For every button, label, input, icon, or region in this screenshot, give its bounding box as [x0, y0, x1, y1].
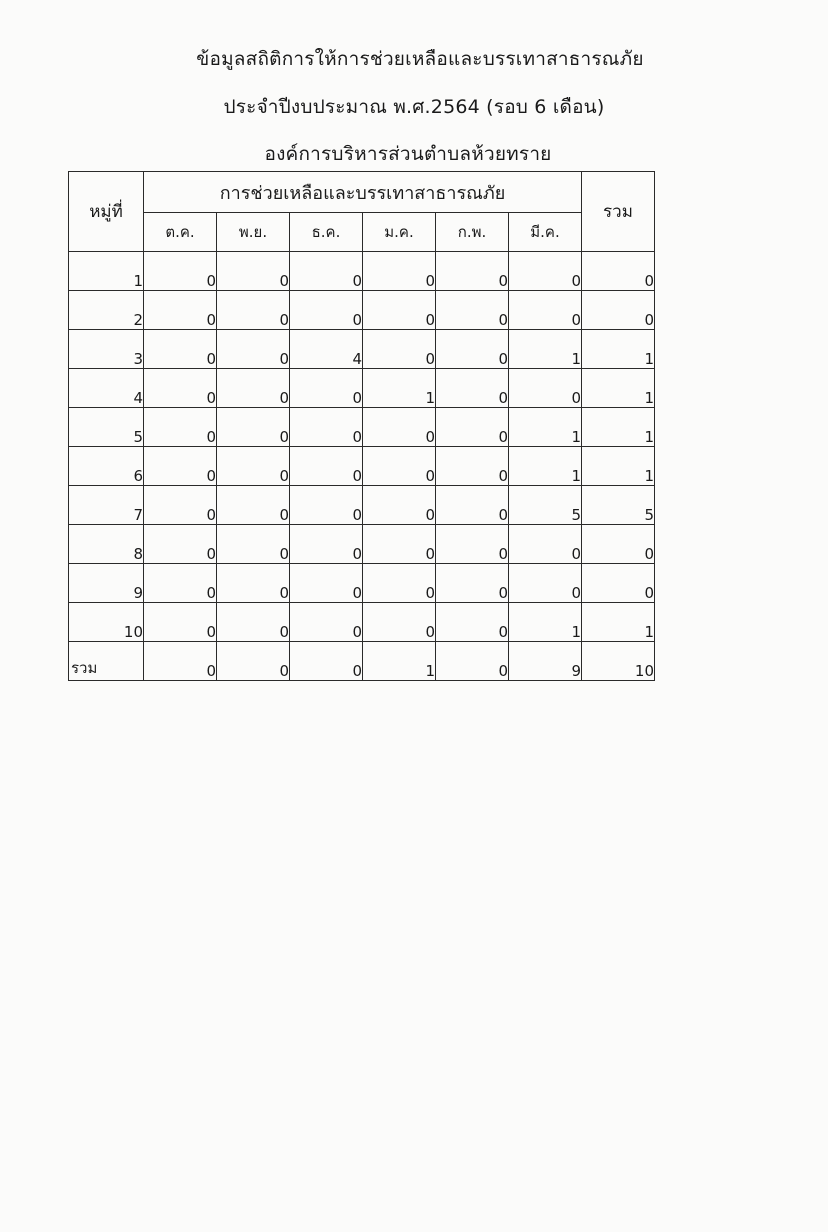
table-row: [69, 369, 655, 408]
month-value-cell: 0: [144, 447, 217, 486]
month-value-cell: 0: [363, 486, 436, 525]
month-value-cell: 0: [290, 408, 363, 447]
sum-month-value-cell: 9: [509, 642, 582, 681]
month-value-cell: 0: [436, 486, 509, 525]
month-value-cell: 0: [144, 330, 217, 369]
month-value-cell: 0: [290, 603, 363, 642]
village-number-cell: 6: [69, 447, 144, 486]
month-value-cell: 0: [217, 447, 290, 486]
header-row-months: [69, 213, 655, 252]
village-number-cell: 8: [69, 525, 144, 564]
month-value-cell: 0: [509, 291, 582, 330]
village-number-cell: 4: [69, 369, 144, 408]
month-value-cell: 5: [509, 486, 582, 525]
sum-month-value-cell: 0: [290, 642, 363, 681]
month-header-feb: ก.พ.: [436, 213, 509, 252]
table-row: [69, 564, 655, 603]
row-total-cell: 1: [582, 330, 655, 369]
table-row: [69, 330, 655, 369]
month-value-cell: 0: [436, 330, 509, 369]
month-value-cell: 0: [144, 252, 217, 291]
sum-row: [69, 642, 655, 681]
row-total-cell: 1: [582, 408, 655, 447]
month-value-cell: 0: [290, 252, 363, 291]
village-number-cell: 9: [69, 564, 144, 603]
month-value-cell: 0: [290, 291, 363, 330]
month-value-cell: 0: [363, 525, 436, 564]
month-value-cell: 0: [509, 525, 582, 564]
month-value-cell: 0: [144, 525, 217, 564]
month-value-cell: 0: [144, 408, 217, 447]
month-value-cell: 0: [217, 291, 290, 330]
month-value-cell: 0: [144, 291, 217, 330]
month-value-cell: 0: [436, 252, 509, 291]
month-value-cell: 0: [509, 369, 582, 408]
month-value-cell: 0: [436, 603, 509, 642]
village-number-cell: 2: [69, 291, 144, 330]
month-value-cell: 0: [363, 564, 436, 603]
row-total-cell: 1: [582, 447, 655, 486]
table-row: [69, 291, 655, 330]
month-value-cell: 0: [217, 603, 290, 642]
month-value-cell: 0: [363, 447, 436, 486]
month-value-cell: 1: [509, 603, 582, 642]
month-header-mar: มี.ค.: [509, 213, 582, 252]
table-row: [69, 525, 655, 564]
village-number-cell: 5: [69, 408, 144, 447]
month-value-cell: 0: [144, 603, 217, 642]
month-value-cell: 0: [290, 486, 363, 525]
month-value-cell: 0: [290, 564, 363, 603]
sum-month-value-cell: 0: [217, 642, 290, 681]
document-subtitle-fiscal-year: ประจำปีงบประมาณ พ.ศ.2564 (รอบ 6 เดือน): [223, 96, 605, 118]
month-value-cell: 0: [436, 447, 509, 486]
month-value-cell: 1: [509, 330, 582, 369]
row-total-cell: 5: [582, 486, 655, 525]
month-value-cell: 0: [436, 408, 509, 447]
sum-month-value-cell: 0: [436, 642, 509, 681]
village-number-cell: 7: [69, 486, 144, 525]
month-value-cell: 0: [509, 564, 582, 603]
table-row: [69, 486, 655, 525]
row-total-cell: 0: [582, 564, 655, 603]
table-row: [69, 408, 655, 447]
month-value-cell: 0: [290, 369, 363, 408]
month-header-nov: พ.ย.: [217, 213, 290, 252]
row-total-cell: 1: [582, 369, 655, 408]
month-value-cell: 0: [144, 564, 217, 603]
month-value-cell: 0: [363, 603, 436, 642]
month-value-cell: 1: [509, 447, 582, 486]
grand-total-cell: 10: [582, 642, 655, 681]
month-value-cell: 0: [363, 408, 436, 447]
header-row-top: [69, 172, 655, 213]
month-value-cell: 1: [509, 408, 582, 447]
month-value-cell: 0: [217, 525, 290, 564]
total-column-header: รวม: [582, 172, 655, 252]
document-title: ข้อมูลสถิติการให้การช่วยเหลือและบรรเทาสาธารณภัย: [196, 48, 644, 70]
month-value-cell: 0: [217, 369, 290, 408]
month-value-cell: 0: [363, 252, 436, 291]
sum-month-value-cell: 0: [144, 642, 217, 681]
village-column-header: หมู่ที่: [69, 172, 144, 252]
village-number-cell: 3: [69, 330, 144, 369]
month-header-dec: ธ.ค.: [290, 213, 363, 252]
month-value-cell: 0: [290, 447, 363, 486]
table-row: [69, 252, 655, 291]
row-total-cell: 0: [582, 291, 655, 330]
village-number-cell: 1: [69, 252, 144, 291]
month-value-cell: 0: [144, 486, 217, 525]
sum-month-value-cell: 1: [363, 642, 436, 681]
month-value-cell: 0: [217, 564, 290, 603]
month-value-cell: 0: [363, 291, 436, 330]
month-value-cell: 0: [217, 252, 290, 291]
month-value-cell: 0: [290, 525, 363, 564]
statistics-table: [68, 171, 655, 681]
row-total-cell: 0: [582, 525, 655, 564]
table-row: [69, 603, 655, 642]
month-value-cell: 0: [436, 291, 509, 330]
month-value-cell: 1: [363, 369, 436, 408]
month-value-cell: 0: [217, 408, 290, 447]
disaster-relief-group-header: การช่วยเหลือและบรรเทาสาธารณภัย: [144, 172, 582, 213]
month-value-cell: 0: [144, 369, 217, 408]
sum-row-label: รวม: [69, 642, 144, 681]
month-value-cell: 0: [363, 330, 436, 369]
month-value-cell: 0: [217, 330, 290, 369]
month-value-cell: 0: [217, 486, 290, 525]
month-value-cell: 0: [509, 252, 582, 291]
table-body: [69, 252, 655, 681]
month-header-oct: ต.ค.: [144, 213, 217, 252]
month-header-jan: ม.ค.: [363, 213, 436, 252]
document-subtitle-organization: องค์การบริหารส่วนตำบลห้วยทราย: [264, 143, 552, 165]
village-number-cell: 10: [69, 603, 144, 642]
month-value-cell: 4: [290, 330, 363, 369]
row-total-cell: 1: [582, 603, 655, 642]
month-value-cell: 0: [436, 564, 509, 603]
month-value-cell: 0: [436, 369, 509, 408]
row-total-cell: 0: [582, 252, 655, 291]
table-row: [69, 447, 655, 486]
month-value-cell: 0: [436, 525, 509, 564]
